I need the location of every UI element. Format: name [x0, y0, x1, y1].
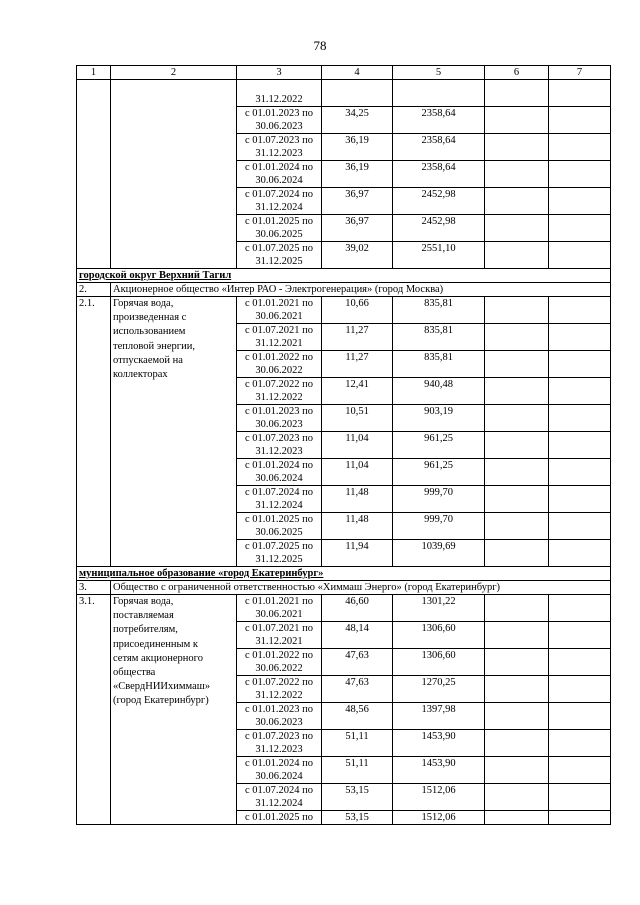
period-line: с 01.07.2024 по — [244, 189, 314, 200]
item-number: 2.1. — [77, 297, 111, 567]
period-cell — [237, 622, 322, 649]
period-cell — [237, 161, 322, 188]
value-col-7 — [549, 757, 611, 784]
header-col-6: 6 — [485, 66, 549, 80]
period-line: 30.06.2024 — [255, 771, 303, 782]
description-line: произведенная с — [113, 312, 187, 324]
period-cell — [237, 730, 322, 757]
value-col-5: 1270,25 — [393, 676, 485, 703]
description-line: использованием — [113, 326, 186, 338]
period-line: 31.12.2021 — [255, 636, 303, 647]
header-col-1: 1 — [77, 66, 111, 80]
description-line: сетям акционерного — [113, 652, 203, 664]
period-line: 30.06.2025 — [255, 229, 303, 240]
value-col-5: 961,25 — [393, 432, 485, 459]
organization-name: Акционерное общество «Интер РАО - Электрогенерация» (город Москва) — [111, 283, 611, 297]
period-cell — [237, 405, 322, 432]
table-body — [77, 66, 611, 825]
description-line: общества — [113, 667, 156, 679]
value-col-6 — [485, 188, 549, 215]
value-col-5: 2452,98 — [393, 188, 485, 215]
value-col-6 — [485, 324, 549, 351]
value-col-5: 2551,10 — [393, 242, 485, 269]
value-col-6 — [485, 595, 549, 622]
value-col-4: 53,15 — [322, 811, 393, 825]
item-number: 3.1. — [77, 595, 111, 825]
value-col-5: 940,48 — [393, 378, 485, 405]
value-col-7 — [549, 161, 611, 188]
period-cell — [237, 459, 322, 486]
period-cell — [237, 676, 322, 703]
description-line: присоединенным к — [113, 638, 198, 650]
value-col-4: 11,48 — [322, 513, 393, 540]
period-line: с 01.01.2025 по — [244, 812, 314, 823]
value-col-5: 1039,69 — [393, 540, 485, 567]
table-row — [77, 297, 611, 324]
period-line: с 01.01.2025 по — [244, 216, 314, 227]
value-col-7 — [549, 703, 611, 730]
value-col-6 — [485, 513, 549, 540]
value-col-7 — [549, 811, 611, 825]
page-number: 78 — [313, 38, 327, 53]
value-col-7 — [549, 107, 611, 134]
value-col-4: 51,11 — [322, 757, 393, 784]
value-col-5: 1512,06 — [393, 811, 485, 825]
description-line: тепловой энергии, — [113, 340, 195, 352]
period-line: с 01.07.2023 по — [244, 135, 314, 146]
header-col-3: 3 — [237, 66, 322, 80]
value-col-6 — [485, 784, 549, 811]
period-cell — [237, 432, 322, 459]
period-cell — [237, 486, 322, 513]
value-col-7 — [549, 676, 611, 703]
header-col-4: 4 — [322, 66, 393, 80]
period-cell — [237, 324, 322, 351]
period-line: 30.06.2024 — [255, 473, 303, 484]
period-cell — [237, 703, 322, 730]
value-col-6 — [485, 703, 549, 730]
period-line: с 01.07.2022 по — [244, 379, 314, 390]
value-col-7 — [549, 80, 611, 107]
period-line: 31.12.2023 — [255, 446, 303, 457]
district-row — [77, 567, 611, 581]
header-col-2: 2 — [111, 66, 237, 80]
item-description — [111, 595, 237, 825]
value-col-5: 835,81 — [393, 324, 485, 351]
period-line: 30.06.2021 — [255, 609, 303, 620]
period-line: 31.12.2022 — [255, 690, 303, 701]
period-line: с 01.07.2023 по — [244, 731, 314, 742]
value-col-5: 1512,06 — [393, 784, 485, 811]
empty-desc-cell — [111, 80, 237, 269]
header-col-7: 7 — [549, 66, 611, 80]
organization-number: 2. — [77, 283, 111, 297]
value-col-5: 961,25 — [393, 459, 485, 486]
organization-row — [77, 581, 611, 595]
period-line: с 01.07.2024 по — [244, 785, 314, 796]
value-col-5: 1453,90 — [393, 730, 485, 757]
value-col-5: 2358,64 — [393, 161, 485, 188]
value-col-7 — [549, 215, 611, 242]
value-col-6 — [485, 622, 549, 649]
period-line: 31.12.2022 — [255, 94, 303, 105]
period-line: 30.06.2023 — [255, 419, 303, 430]
value-col-6 — [485, 730, 549, 757]
tariff-table — [76, 65, 611, 825]
value-col-6 — [485, 757, 549, 784]
district-row — [77, 269, 611, 283]
period-line: 31.12.2021 — [255, 338, 303, 349]
value-col-5: 2358,64 — [393, 107, 485, 134]
value-col-7 — [549, 378, 611, 405]
period-line: с 01.01.2024 по — [244, 162, 314, 173]
value-col-5: 903,19 — [393, 405, 485, 432]
value-col-7 — [549, 134, 611, 161]
value-col-7 — [549, 649, 611, 676]
period-line: с 01.01.2021 по — [244, 596, 314, 607]
period-line: с 01.07.2021 по — [244, 325, 314, 336]
value-col-4: 47,63 — [322, 676, 393, 703]
value-col-6 — [485, 107, 549, 134]
value-col-4: 36,19 — [322, 134, 393, 161]
value-col-4: 48,14 — [322, 622, 393, 649]
value-col-7 — [549, 784, 611, 811]
value-col-7 — [549, 622, 611, 649]
period-line: с 01.07.2021 по — [244, 623, 314, 634]
period-line: с 01.01.2023 по — [244, 704, 314, 715]
period-line: 31.12.2022 — [255, 392, 303, 403]
value-col-7 — [549, 351, 611, 378]
value-col-6 — [485, 405, 549, 432]
table-row — [77, 80, 611, 107]
period-cell — [237, 378, 322, 405]
period-cell — [237, 811, 322, 825]
value-col-5: 1301,22 — [393, 595, 485, 622]
value-col-4: 36,97 — [322, 215, 393, 242]
value-col-7 — [549, 405, 611, 432]
value-col-5: 2358,64 — [393, 134, 485, 161]
header-col-5: 5 — [393, 66, 485, 80]
value-col-7 — [549, 730, 611, 757]
value-col-6 — [485, 811, 549, 825]
value-col-7 — [549, 459, 611, 486]
value-col-4: 34,25 — [322, 107, 393, 134]
period-line: 31.12.2023 — [255, 148, 303, 159]
period-cell — [237, 80, 322, 107]
description-line: Горячая вода, — [113, 298, 174, 309]
period-line: с 01.01.2025 по — [244, 514, 314, 525]
value-col-4: 11,48 — [322, 486, 393, 513]
value-col-4: 11,04 — [322, 432, 393, 459]
value-col-4 — [322, 80, 393, 107]
period-line: 31.12.2024 — [255, 202, 303, 213]
period-line: с 01.07.2024 по — [244, 487, 314, 498]
value-col-7 — [549, 432, 611, 459]
value-col-7 — [549, 297, 611, 324]
value-col-6 — [485, 80, 549, 107]
item-description — [111, 297, 237, 567]
period-line: 31.12.2024 — [255, 500, 303, 511]
period-cell — [237, 784, 322, 811]
district-title: муниципальное образование «город Екатеринбург» — [77, 567, 611, 581]
period-cell — [237, 188, 322, 215]
value-col-7 — [549, 486, 611, 513]
value-col-4: 48,56 — [322, 703, 393, 730]
value-col-6 — [485, 215, 549, 242]
value-col-5: 1306,60 — [393, 649, 485, 676]
period-cell — [237, 540, 322, 567]
value-col-7 — [549, 595, 611, 622]
value-col-6 — [485, 134, 549, 161]
period-line: с 01.07.2022 по — [244, 677, 314, 688]
value-col-5: 835,81 — [393, 351, 485, 378]
description-line: Горячая вода, — [113, 596, 174, 607]
value-col-4: 36,19 — [322, 161, 393, 188]
value-col-6 — [485, 378, 549, 405]
period-line: с 01.01.2024 по — [244, 758, 314, 769]
period-cell — [237, 107, 322, 134]
value-col-6 — [485, 649, 549, 676]
value-col-4: 11,94 — [322, 540, 393, 567]
value-col-7 — [549, 324, 611, 351]
value-col-6 — [485, 540, 549, 567]
period-line: с 01.01.2024 по — [244, 460, 314, 471]
period-line: 30.06.2021 — [255, 311, 303, 322]
value-col-7 — [549, 513, 611, 540]
organization-row — [77, 283, 611, 297]
value-col-4: 53,15 — [322, 784, 393, 811]
period-line: 31.12.2023 — [255, 744, 303, 755]
period-line: 30.06.2025 — [255, 527, 303, 538]
period-line: 30.06.2024 — [255, 175, 303, 186]
value-col-4: 36,97 — [322, 188, 393, 215]
period-line: с 01.07.2025 по — [244, 541, 314, 552]
period-line: 31.12.2024 — [255, 798, 303, 809]
value-col-5: 2452,98 — [393, 215, 485, 242]
table-row — [77, 595, 611, 622]
period-line: с 01.01.2022 по — [244, 650, 314, 661]
value-col-4: 39,02 — [322, 242, 393, 269]
value-col-5: 1397,98 — [393, 703, 485, 730]
value-col-5: 999,70 — [393, 513, 485, 540]
period-line: 31.12.2025 — [255, 256, 303, 267]
description-line: «СвердНИИхиммаш» — [113, 681, 211, 693]
value-col-7 — [549, 188, 611, 215]
period-cell — [237, 351, 322, 378]
value-col-4: 11,27 — [322, 324, 393, 351]
value-col-6 — [485, 297, 549, 324]
period-line: с 01.01.2021 по — [244, 298, 314, 309]
value-col-6 — [485, 459, 549, 486]
district-title: городской округ Верхний Тагил — [77, 269, 611, 283]
value-col-5: 1306,60 — [393, 622, 485, 649]
value-col-5: 835,81 — [393, 297, 485, 324]
organization-name: Общество с ограниченной ответственностью «Химмаш Энерго» (город Екатеринбург) — [111, 581, 611, 595]
period-line: 30.06.2022 — [255, 365, 303, 376]
value-col-6 — [485, 432, 549, 459]
value-col-4: 47,63 — [322, 649, 393, 676]
value-col-4: 10,51 — [322, 405, 393, 432]
period-line: 30.06.2022 — [255, 663, 303, 674]
value-col-5: 1453,90 — [393, 757, 485, 784]
period-line: 30.06.2023 — [255, 717, 303, 728]
value-col-6 — [485, 351, 549, 378]
period-line: с 01.01.2022 по — [244, 352, 314, 363]
period-cell — [237, 513, 322, 540]
period-line: с 01.07.2025 по — [244, 243, 314, 254]
value-col-4: 51,11 — [322, 730, 393, 757]
period-cell — [237, 757, 322, 784]
period-cell — [237, 215, 322, 242]
value-col-6 — [485, 676, 549, 703]
description-line: коллекторах — [113, 369, 168, 381]
value-col-4: 11,27 — [322, 351, 393, 378]
value-col-6 — [485, 486, 549, 513]
value-col-4: 11,04 — [322, 459, 393, 486]
period-cell — [237, 242, 322, 269]
period-line: с 01.01.2023 по — [244, 108, 314, 119]
description-line: (город Екатеринбург) — [113, 695, 209, 707]
organization-number: 3. — [77, 581, 111, 595]
value-col-4: 12,41 — [322, 378, 393, 405]
description-line: отпускаемой на — [113, 354, 183, 366]
value-col-7 — [549, 540, 611, 567]
description-line: потребителям, — [113, 624, 178, 636]
header-row — [77, 66, 611, 80]
value-col-4: 10,66 — [322, 297, 393, 324]
value-col-6 — [485, 242, 549, 269]
period-cell — [237, 297, 322, 324]
period-cell — [237, 649, 322, 676]
period-line: с 01.07.2023 по — [244, 433, 314, 444]
value-col-6 — [485, 161, 549, 188]
description-line: поставляемая — [113, 610, 174, 622]
value-col-5 — [393, 80, 485, 107]
empty-num-cell — [77, 80, 111, 269]
period-cell — [237, 595, 322, 622]
period-cell — [237, 134, 322, 161]
period-line: 30.06.2023 — [255, 121, 303, 132]
period-line: с 01.01.2023 по — [244, 406, 314, 417]
period-line: 31.12.2025 — [255, 554, 303, 565]
value-col-4: 46,60 — [322, 595, 393, 622]
value-col-5: 999,70 — [393, 486, 485, 513]
value-col-7 — [549, 242, 611, 269]
